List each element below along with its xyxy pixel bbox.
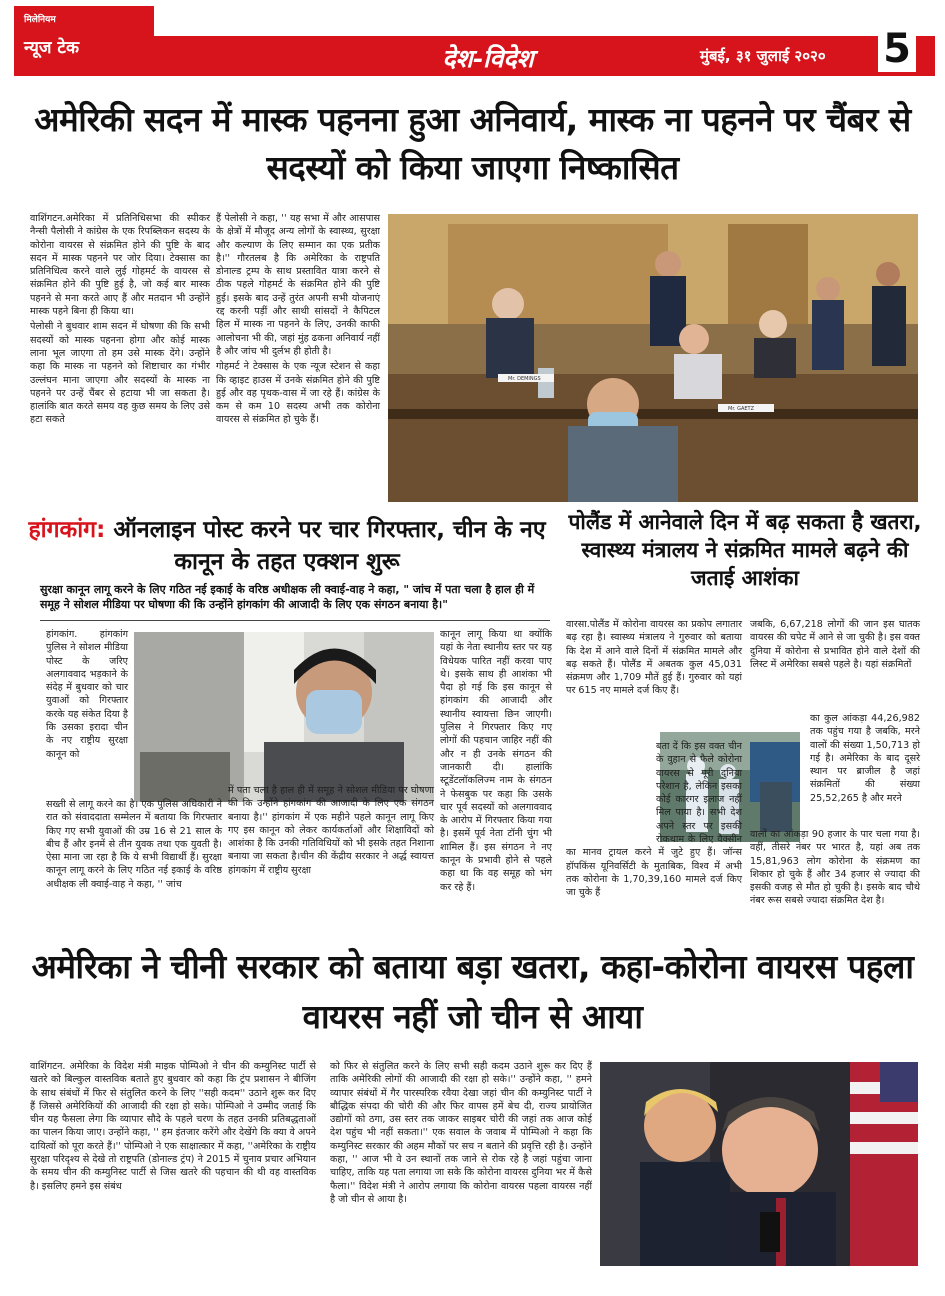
- story2-title: ऑनलाइन पोस्ट करने पर चार गिरफ्तार, चीन के नए कानून के तहत एक्शन शुरू: [113, 517, 546, 575]
- story4-photo: [600, 1062, 918, 1266]
- story1-headline: अमेरिकी सदन में मास्क पहनना हुआ अनिवार्य, मास्क ना पहनने पर चैंबर से सदस्यों को किया जाएगा निष्कासित: [34, 100, 911, 187]
- story3-col1-wrap: [566, 740, 742, 940]
- masked-man-photo: [134, 632, 434, 802]
- story4-col1: वाशिंगटन. अमेरिका के विदेश मंत्री माइक पोम्पिओ ने चीन की कम्युनिस्ट पार्टी से खतरे को बिल्कुल वास्तविक बताते हुए बुधवार को कहा कि ट्रंप प्रशासन ने बीजिंग के साथ संबंधों में फिर से संतुलित करने के लिए ''सही कदम'' उठाने शुरू कर दिए हैं जिससे अमेरिकियों की आजादी की रक्षा हो सके। पोम्पिओ ने उम्मीद जताई कि चीन यह फैसला लेगा कि व्यापार सौदे के पहले चरण के तहत उनकी प्रतिबद्धताओं का पालन किया जाए। उन्होंने कहा, '' हम इंतजार करेंगे और देखेंगे कि क्या वे अपने दायित्वों को पूरा करते हैं।'' पोम्पिओ ने एक साक्षात्कार में कहा, ''अमेरिका के राष्ट्रीय सुरक्षा परिदृश्य से देखे तो राष्ट्रपति (डोनाल्ड ट्रंप) ने 2015 में चुनाव प्रचार अभियान के समय चीन की कम्युनिस्ट पार्टी से जिस खतरे की पहचान की थी वह वास्तविक है। इसलिए हमने इस संबंध: [30, 1061, 316, 1192]
- story3-col2-top: जबकि, 6,67,218 लोगों की जान इस घातक वायरस की चपेट में आने से जा चुकी है। इस वक्त दुनिया में कोरोना से प्रभावित होने वाले देशों की लिस्ट में अमेरिका सबसे पहले है। यहां संक्रमितों: [750, 619, 920, 670]
- story1-col1: [30, 212, 210, 502]
- story1-para: हैं पेलोसी ने कहा, '' यह सभा में और आसपास के क्षेत्रों में मौजूद अन्य लोगों के स्वास्थ्य, सुरक्षा और कल्याण के लिए सम्मान का एक प्रतीक है।'' गौरतलब है कि अमेरिका के राष्ट्रपति डोनाल्ड ट्रम्प के साथ प्रस्तावित यात्रा करने से ठीक पहले गोहमर्ट के संक्रमित होने की पुष्टि हुई। इसके बाद उन्हें तुरंत अपनी सभी योजनाएं रद्द करनी पड़ीं और साथी सांसदों ने कैपिटल हिल में मास्क ना पहनने के लिए, उनकी काफी आलोचना भी की, जहां मुंह ढकना अनिवार्य नहीं है और जांच भी दुर्लभ ही होती है।: [216, 213, 380, 357]
- story3-col2-mid: का कुल आंकड़ा 44,26,982 तक पहुंच गया है जबकि, मरने वालों की संख्या 1,50,713 हो गई है। अमेरिका के बाद दूसरे स्थान पर ब्राजील है जहां संक्रमितों की संख्या 25,52,265 है और मरने: [810, 713, 920, 804]
- brand-logo: [14, 6, 154, 76]
- story2-deck: सुरक्षा कानून लागू करने के लिए गठित नई इकाई के वरिष्ठ अधीक्षक ली क्वाई-वाह ने कहा, " जांच में पता चला है हाल ही में समूह ने सोशल मीडिया पर घोषणा की कि उन्होंने हांगकांग की आजादी के लिए एक संगठन बनाया है।": [40, 583, 535, 611]
- brand-name: न्यूज टेक: [24, 38, 80, 58]
- story3-float-spacer: [566, 740, 656, 840]
- story3-col2-bottom: वालों का आंकड़ा 90 हजार के पार चला गया है। वहीं, तीसरे नंबर पर भारत है, यहां अब तक 15,81,963 लोग कोरोना के संक्रमण का शिकार हो चुके हैं और 34 हजार से ज्यादा की इसकी वजह से मौत हो चुकी है। इसके बाद चौथे नंबर रूस सबसे ज्यादा संक्रमित देश है।: [750, 829, 920, 907]
- page-number: 5: [878, 26, 916, 72]
- story2-kicker: हांगकांग:: [28, 517, 106, 543]
- congress-hearing-photo: [388, 214, 918, 502]
- section-title: देश-विदेश: [442, 44, 534, 73]
- story2-col-right: कानून लागू किया था क्योंकि यहां के नेता स्थानीय स्तर पर यह विधेयक पारित नहीं करवा पाए थे। इसके साथ ही आशंका भी पैदा हो गई कि इस कानून से हांगकांग की आजादी और स्थानीय स्वायत्ता छिन जाएगी। पुलिस ने गिरफ्तार किए गए लोगों की पहचान जाहिर नहीं की और न ही उनके संगठन की जानकारी दी। हालांकि स्टूडेंटलॉकलिज्म नाम के संगठन ने फेसबुक पर कहा कि उसके चार पूर्व सदस्यों को अलगाववाद के आरोप में गिरफ्तार किया गया है। इसमें पूर्व नेता टॉनी चुंग भी शामिल हैं। इस संगठन ने नए कानून के प्रभावी होने से पहले कहा था कि वह समूह को भंग कर रहे हैं।: [440, 629, 552, 893]
- story4-col2: को फिर से संतुलित करने के लिए सभी सही कदम उठाने शुरू कर दिए हैं ताकि अमेरिकी लोगों की आजादी की रक्षा हो सके।'' उन्होंने कहा, '' हमने व्यापार संबंधों में गैर पारस्परिक रवैया देखा जहां चीन की कम्युनिस्ट पार्टी ने बौद्धिक संपदा की चोरी की और फिर वापस हमें बेच दी, राज्य प्रायोजित उद्योगों को ठगा, उस स्तर तक जाकर साइबर चोरी की जहां तक आज कोई देश पहुंच भी नहीं सकता।'' एक सवाल के जवाब में पोम्पिओ ने कहा कि कम्युनिस्ट सरकार की अहम मौकों पर सच न बताने की प्रवृत्ति रही है। उन्होंने कहा, '' आज भी वे उन स्थानों तक जाने से रोक रहे है जहां पहुंचा जाना चाहिए, ताकि यह पता लगाया जा सके कि कोरोना वायरस दुनिया भर में कैसे फैला।'' विदेश मंत्री ने आरोप लगाया कि कोरोना वायरस पहला वायरस नहीं है जो चीन से आया है।: [330, 1061, 592, 1205]
- brand-small: मिलेनियम: [24, 15, 56, 25]
- story2-divider: [40, 620, 550, 621]
- story3-headline: पोलैंड में आनेवाले दिन में बढ़ सकता है खतरा, स्वास्थ्य मंत्रालय ने संक्रमित मामले बढ़ने की जताई आशंका: [568, 510, 922, 590]
- story2-col-mid-bottom: में पता चला है हाल ही में समूह ने सोशल मीडिया पर घोषणा की कि उन्होंने हांगकांग की आजादी के लिए एक संगठन बनाया है।'' हांगकांग में एक महीने पहले कानून लागू किए गए इस कानून को लेकर कार्यकर्ताओं और शिक्षाविदों को आशंका है कि उनकी गतिविधियों को भी इसके तहत निशाना बनाया जा सकता है।चीन की केंद्रीय सरकार ने अर्द्ध स्वायत्त हांगकांग में राष्ट्रीय सुरक्षा: [228, 785, 434, 876]
- nameplate-demings: Mr. DEMINGS: [508, 376, 541, 382]
- nameplate-gaetz: Mr. GAETZ: [728, 406, 755, 412]
- story2-photo: [134, 632, 434, 802]
- issue-date: मुंबई, ३१ जुलाई २०२०: [700, 47, 826, 65]
- story3-col1-top: वारसा.पोलैंड में कोरोना वायरस का प्रकोप लगातार बढ़ रहा है। स्वास्थ्य मंत्रालय ने गुरुवार को बताया कि देश में आने वाले दिनों में संक्रमित मामले और बढ़ सकते हैं। पोलैंड में अबतक कुल 45,031 संक्रमण और 1,709 मौतें हुई हैं। गुरुवार को यहां पर 615 नए मामले दर्ज किए हैं।: [566, 619, 742, 697]
- story4-headline: अमेरिका ने चीनी सरकार को बताया बड़ा खतरा, कहा-कोरोना वायरस पहला वायरस नहीं जो चीन से आया: [31, 947, 914, 1036]
- story2-col-left-bottom: सख्ती से लागू करने का है। एक पुलिस अधिकारी ने रात को संवाददाता सम्मेलन में बताया कि गिरफ्तार किए गए सभी युवाओं की उम्र 16 से 21 साल के बीच हैं और इनमें से तीन युवक तथा एक युवती है। ऐसा माना जा रहा है कि ये सभी विद्यार्थी हैं। सुरक्षा कानून लागू करने के लिए गठित नई इकाई के वरिष्ठ अधीक्षक ली क्वाई-वाह ने कहा, '' जांच: [46, 799, 222, 890]
- story1-para: वाशिंगटन.अमेरिका में प्रतिनिधिसभा की स्पीकर नैन्सी पैलोसी ने कांग्रेस के एक रिपब्लिकन सदस्य के कोरोना वायरस से संक्रमित होने की पुष्टि के बाद सदन में मास्क पहनने पर जोर दिया। टेक्सास का प्रतिनिधित्व करने वाले लुई गोहमर्ट के वायरस से संक्रमित होने की पुष्टि हुई है, जो कई बार मास्क पहनने से मना करते आए हैं और मतदान भी उन्होंने मास्क पहने बिना ही किया था।: [30, 213, 210, 318]
- story1-para: पेलोसी ने बुधवार शाम सदन में घोषणा की कि सभी सदस्यों को मास्क पहनना होगा और कोई मास्क लाना भूल जाएगा तो हम उसे मास्क देंगे। उन्होंने कहा कि मास्क ना पहनने को शिष्टाचार का गंभीर उल्लंघन माना जाएगा और सदस्यों के मास्क ना पहनने पर उन्हें चैंबर से हटाया भी जा सकता है। हालांकि बात करते समय वह कुछ समय के लिए उसे हटा सकते: [30, 321, 210, 426]
- story1-para: गोहमर्ट ने टेक्सास के एक न्यूज स्टेशन से कहा कि व्हाइट हाउस में उनके संक्रमित होने की पुष्टि हुई और वह पृथक-वास में जा रहे हैं। कांग्रेस के कम से कम 10 सदस्य अभी तक कोरोना वायरस से संक्रमित हो चुके हैं।: [216, 361, 380, 426]
- story2-headline: [22, 514, 552, 578]
- story1-col2: [216, 212, 380, 502]
- story2-col-narrow: हांगकांग. हांगकांग पुलिस ने सोशल मीडिया पोस्ट के जरिए अलगाववाद भड़काने के संदेह में बुधवार को चार युवाओं को गिरफ्तार करके यह संकेत दिया है कि उसका इरादा चीन के नए राष्ट्रीय सुरक्षा कानून को: [46, 629, 128, 760]
- story1-photo: [388, 214, 918, 502]
- story3-col1-bottom: बता दें कि इस वक्त चीन के वुहान से फैले कोरोना वायरस से पूरी दुनिया परेशान है, लेकिन इसका कोई कारगर इलाज नहीं मिल पाया है। सभी देश अपने स्तर पर इसकी रोकथाम के लिए वैक्सीन का मानव ट्रायल करने में जुटे हुए हैं। जॉन्स हॉपकिंस यूनिवर्सिटी के मुताबिक, विश्व में अभी तक कोरोना के 1,70,39,160 मामले दर्ज किए जा चुके हैं: [566, 741, 742, 899]
- pompeo-trump-photo: [600, 1062, 918, 1266]
